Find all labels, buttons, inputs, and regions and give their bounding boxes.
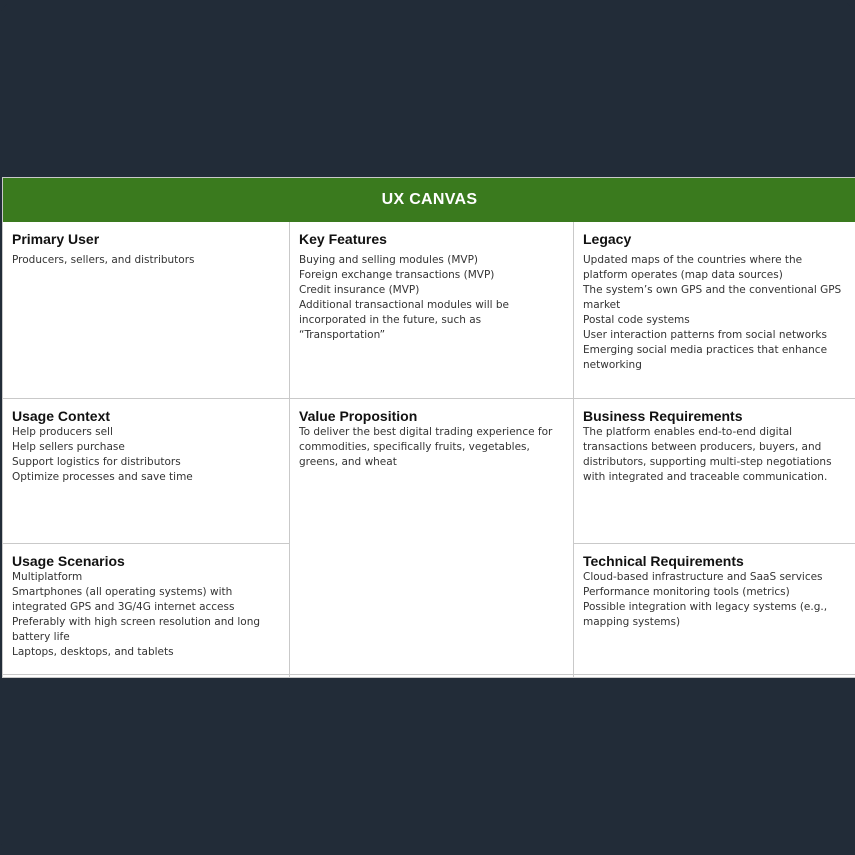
list-item: To deliver the best digital trading experience for commodities, specifically fruits, vegetables, greens, and wheat: [299, 426, 553, 468]
primary-user-section: [3, 222, 289, 398]
primary-user-heading: Primary User: [12, 231, 100, 247]
list-item: Updated maps of the countries where the platform operates (map data sources): [583, 254, 803, 281]
bottom-divider: [3, 674, 855, 675]
list-item: Multiplatform: [12, 571, 83, 583]
list-item: Cloud-based infrastructure and SaaS services: [583, 571, 823, 583]
list-item: Optimize processes and save time: [12, 471, 193, 483]
list-item: Additional transactional modules will be incorporated in the future, such as “Transportation”: [299, 299, 510, 341]
list-item: Help sellers purchase: [12, 441, 125, 453]
usage-scenarios-heading: Usage Scenarios: [12, 553, 125, 569]
list-item: The system’s own GPS and the conventional GPS market: [583, 284, 842, 311]
legacy-section: [573, 222, 855, 398]
key-features-list: [299, 253, 565, 343]
list-item: Credit insurance (MVP): [299, 284, 420, 296]
list-item: Performance monitoring tools (metrics): [583, 586, 790, 598]
usage-context-section: [3, 398, 289, 543]
list-item: Foreign exchange transactions (MVP): [299, 269, 495, 281]
technical-requirements-heading: Technical Requirements: [583, 553, 744, 569]
business-requirements-heading: Business Requirements: [583, 408, 743, 424]
list-item: Postal code systems: [583, 314, 690, 326]
usage-context-heading: Usage Context: [12, 408, 111, 424]
list-item: Producers, sellers, and distributors: [12, 254, 195, 266]
key-features-section: [289, 222, 573, 398]
usage-scenarios-list: [12, 570, 281, 660]
list-item: Buying and selling modules (MVP): [299, 254, 479, 266]
list-item: User interaction patterns from social networks: [583, 329, 827, 341]
technical-requirements-section: [573, 543, 855, 677]
list-item: Laptops, desktops, and tablets: [12, 646, 174, 658]
canvas-title: UX CANVAS: [3, 178, 855, 222]
value-proposition-list: [299, 425, 565, 470]
legacy-list: [583, 253, 848, 373]
ux-canvas-board: [2, 177, 855, 678]
list-item: Preferably with high screen resolution and long battery life: [12, 616, 261, 643]
legacy-heading: Legacy: [583, 231, 632, 247]
primary-user-list: [12, 253, 281, 268]
value-proposition-heading: Value Proposition: [299, 408, 418, 424]
usage-scenarios-section: [3, 543, 289, 677]
business-requirements-section: [573, 398, 855, 543]
list-item: Emerging social media practices that enhance networking: [583, 344, 828, 371]
list-item: Support logistics for distributors: [12, 456, 181, 468]
technical-requirements-list: [583, 570, 848, 630]
key-features-heading: Key Features: [299, 231, 387, 247]
usage-context-list: [12, 425, 281, 485]
list-item: The platform enables end-to-end digital transactions between producers, buyers, and distributors, supporting multi-step negotiations with integrated and traceable communication.: [583, 426, 832, 483]
value-proposition-section: [289, 398, 573, 677]
business-requirements-list: [583, 425, 848, 485]
list-item: Possible integration with legacy systems (e.g., mapping systems): [583, 601, 828, 628]
list-item: Help producers sell: [12, 426, 113, 438]
list-item: Smartphones (all operating systems) with integrated GPS and 3G/4G internet access: [12, 586, 235, 613]
